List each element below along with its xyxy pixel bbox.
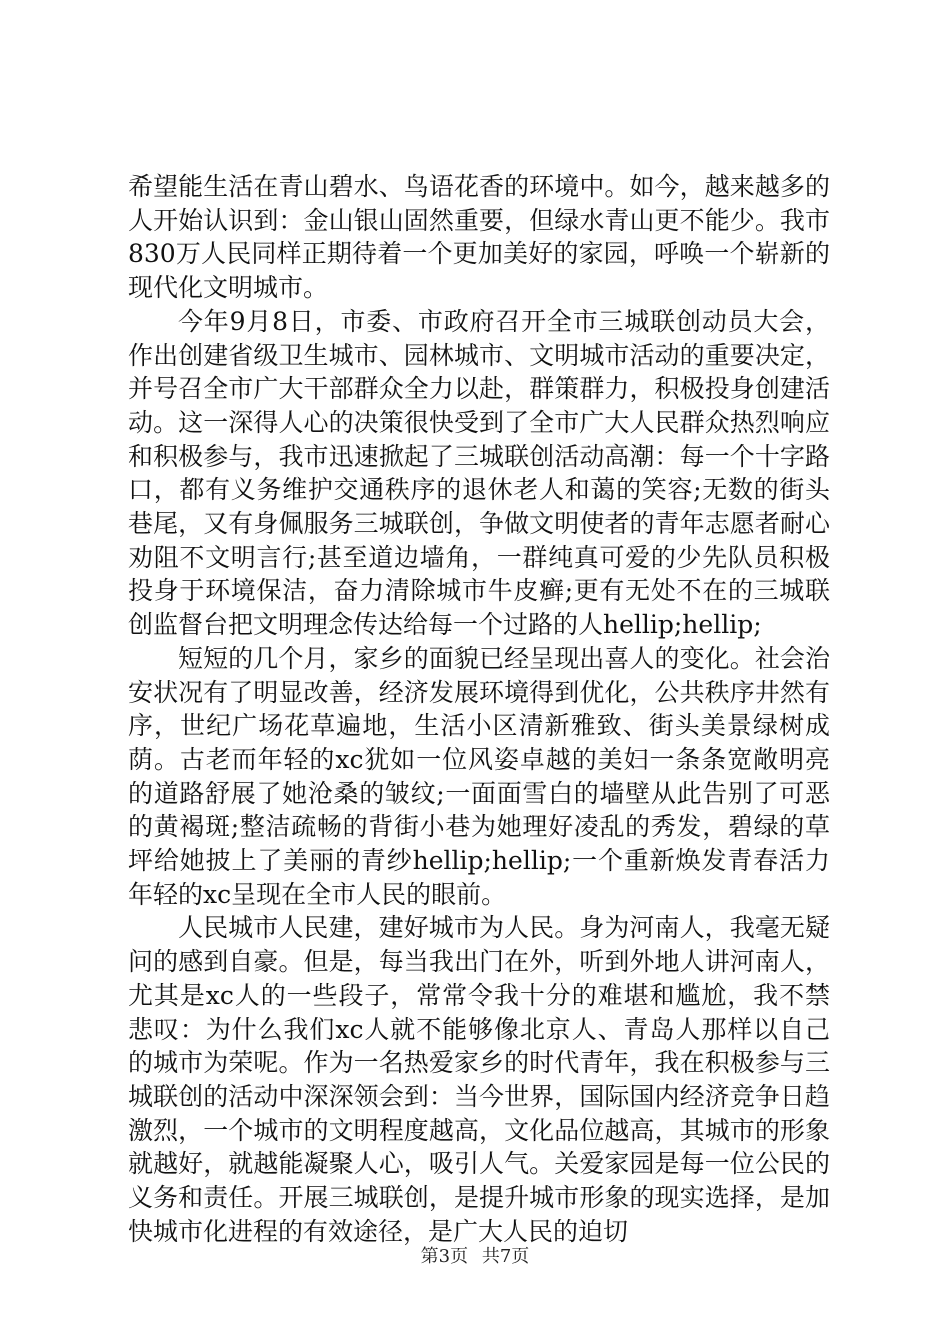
paragraph-2: 今年9月8日，市委、市政府召开全市三城联创动员大会，作出创建省级卫生城市、园林城市、文明城市活动的重要决定，并号召全市广大干部群众全力以赴，群策群力，积极投身创建活动。这一深得人心的决策很快受到了全市广大人民群众热烈响应和积极参与，我市迅速掀起了三城联创活动高潮：每一个十字路口，都有义务维护交通秩序的退休老人和蔼的笑容;无数的街头巷尾，又有身佩服务三城联创，争做文明使者的青年志愿者耐心劝阻不文明言行;甚至道边墙角，一群纯真可爱的少先队员积极投身于环境保洁，奋力清除城市牛皮癣;更有无处不在的三城联创监督台把文明理念传达给每一个过路的人hellip;hellip; — [128, 306, 830, 640]
page-footer — [0, 1242, 950, 1268]
paragraph-3: 短短的几个月，家乡的面貌已经呈现出喜人的变化。社会治安状况有了明显改善，经济发展环境得到优化，公共秩序井然有序，世纪广场花草遍地，生活小区清新雅致、街头美景绿树成荫。古老而年轻的xc犹如一位风姿卓越的美妇一条条宽敞明亮的道路舒展了她沧桑的皱纹;一面面雪白的墙壁从此告别了可恶的黄褐斑;整洁疏畅的背街小巷为她理好凌乱的秀发，碧绿的草坪给她披上了美丽的青纱hellip;hellip;一个重新焕发青春活力年轻的xc呈现在全市人民的眼前。 — [128, 643, 830, 909]
document-body — [128, 170, 830, 1249]
page-number: 第3页 — [420, 1246, 469, 1267]
page-total: 共7页 — [481, 1246, 530, 1267]
paragraph-1: 希望能生活在青山碧水、鸟语花香的环境中。如今，越来越多的人开始认识到：金山银山固然重要，但绿水青山更不能少。我市830万人民同样正期待着一个更加美好的家园，呼唤一个崭新的现代化文明城市。 — [128, 172, 830, 303]
paragraph-4: 人民城市人民建，建好城市为人民。身为河南人，我毫无疑问的感到自豪。但是，每当我出门在外，听到外地人讲河南人，尤其是xc人的一些段子，常常令我十分的难堪和尴尬，我不禁悲叹：为什么我们xc人就不能够像北京人、青岛人那样以自己的城市为荣呢。作为一名热爱家乡的时代青年，我在积极参与三城联创的活动中深深领会到：当今世界，国际国内经济竞争日趋激烈，一个城市的文明程度越高，文化品位越高，其城市的形象就越好，就越能凝聚人心，吸引人气。关爱家园是每一位公民的义务和责任。开展三城联创，是提升城市形象的现实选择，是加快城市化进程的有效途径，是广大人民的迫切 — [128, 913, 830, 1246]
